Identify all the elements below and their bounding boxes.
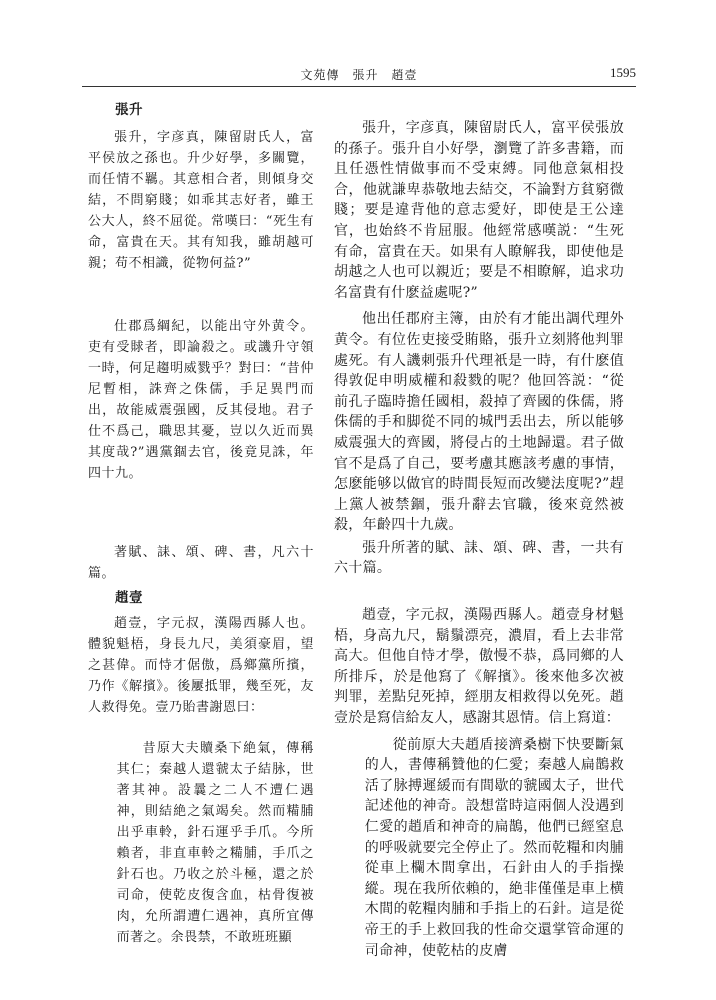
spacer xyxy=(88,274,314,316)
quote-paragraph: 從前原大夫趙盾接濟桑樹下快要斷氣的人，書傳稱贊他的仁愛；秦越人扁鵲救活了脉搏遲緩而有間歇的虢國太子，世代記述他的神奇。設想當時這兩個人没遇到仁愛的趙盾和神奇的扁鵲，他們已經窒息的呼吸就要完全停止了。然而乾糧和肉脯從車上欄木間拿出，石針由人的手指操縱。現在我所依賴的，絶非僅僅是車上横木間的乾糧肉脯和手指上的石針。這是從帝王的手上救回我的性命交還掌管命運的司命神，使乾枯的皮膚 xyxy=(364,736,624,959)
spacer xyxy=(334,579,624,605)
classical-paragraph: 張升，字彦真，陳留尉氏人，富平侯放之孫也。升少好學，多關覽，而任情不羈。其意相合者，則傾身交結，不問窮賤；如乖其志好者，雖王公大人，終不屈從。常嘆曰：“死生有命，富貴在天。其有知我，雖胡越可親；苟不相識，從物何益?” xyxy=(88,130,314,271)
section-heading-zhao-yi: 趙壹 xyxy=(115,590,143,606)
spacer xyxy=(88,484,314,542)
page-header xyxy=(82,62,636,84)
quote-paragraph: 昔原大夫贖桑下絶氣，傳稱其仁；秦越人還虢太子結脉，世著其神。設曩之二人不遭仁遇神，則結絶之氣竭矣。然而糒脯出乎車軨，針石運乎手爪。今所賴者，非直車軨之糒脯，手爪之針石也。乃收之於斗極，還之於司命，使乾皮復含血，枯骨復被肉，允所謂遭仁遇神，真所宜傳而著之。余畏禁，不敢班班顯 xyxy=(116,741,314,945)
modern-translation-column xyxy=(334,118,624,988)
spacer xyxy=(88,718,314,738)
page-number: 1595 xyxy=(610,65,636,80)
translation-paragraph: 張升，字彦真，陳留尉氏人，富平侯張放的孫子。張升自小好學，瀏覽了許多書籍，而且任憑性情做事而不受束縛。同他意氣相投合，他就謙卑恭敬地去結交，不論對方貧窮微賤；要是違背他的意志愛好，即使是王公達官，也始終不肯屈服。他經常感嘆説：“生死有命，富貴在天。如果有人瞭解我，即使他是胡越之人也可以親近；要是不相瞭解，追求功名富貴有什麽益處呢?” xyxy=(334,120,624,301)
classical-paragraph: 趙壹，字元叔，漢陽西縣人也。體貌魁梧，身長九尺，美須豪眉，望之甚偉。而恃才倨傲，爲鄉黨所擯，乃作《解擯》。後屢抵罪，幾至死，友人救得免。壹乃貽書謝恩曰： xyxy=(88,616,314,715)
letter-quote-translation xyxy=(334,735,624,962)
running-title: 文苑傳 張升 趙壹 xyxy=(300,68,418,82)
classical-paragraph: 著賦、誄、頌、碑、書，凡六十篇。 xyxy=(88,545,314,581)
classical-text-column xyxy=(88,100,314,980)
section-heading-zhang-sheng: 張升 xyxy=(115,102,143,118)
header-rule xyxy=(82,86,636,87)
letter-quote xyxy=(88,738,314,948)
translation-paragraph: 他出任郡府主簿，由於有才能出調代理外黄令。有位佐吏接受賄賂，張升立刻將他判罪處死。有人譏刺張升代理衹是一時，有什麽值得敦促申明威權和殺戮的呢？他回答説：“從前孔子臨時擔任國相，殺掉了齊國的侏儒，將侏儒的手和脚從不同的城門丢出去，所以能够威震强大的齊國，將侵占的土地歸還。君子做官不是爲了自己，要考慮其應該考慮的事情，怎麽能够以做官的時間長短而改變法度呢?”趕上黨人被禁錮，張升辭去官職，後來竟然被殺，年齡四十九歲。 xyxy=(334,311,624,534)
classical-paragraph: 仕郡爲綱紀，以能出守外黄令。吏有受賕者，即論殺之。或譏升守領一時，何足趨明威戮乎？對曰：“昔仲尼暫相，誅齊之侏儒，手足異門而出，故能威震强國，反其侵地。君子仕不爲己，職思其憂，豈以久近而異其度哉?”遇黨錮去官，後竟見誅，年四十九。 xyxy=(88,319,314,481)
translation-paragraph: 張升所著的賦、誄、頌、碑、書，一共有六十篇。 xyxy=(334,539,624,577)
translation-paragraph: 趙壹，字元叔，漢陽西縣人。趙壹身材魁梧，身高九尺，鬍鬚漂亮，濃眉，看上去非常高大。但他自恃才學，傲慢不恭，爲同鄉的人所排斥，於是他寫了《解擯》。後來他多次被判罪，差點兒死掉，經朋友相救得以免死。趙壹於是寫信給友人，感謝其恩情。信上寫道： xyxy=(334,607,624,727)
